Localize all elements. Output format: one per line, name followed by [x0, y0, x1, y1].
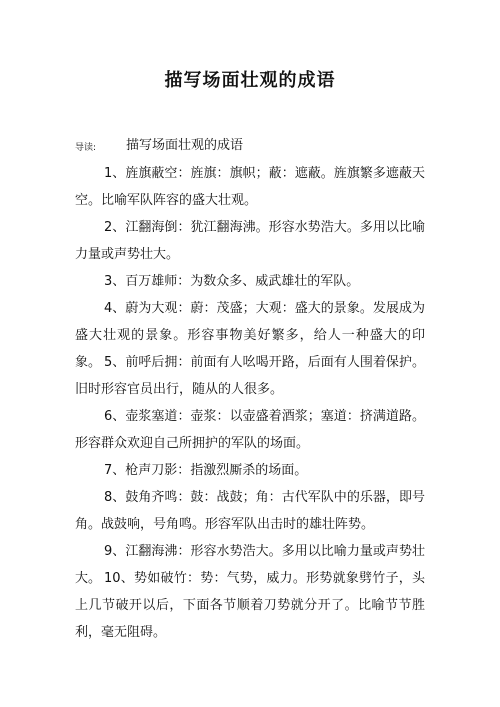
paragraph-3: 3、百万雄师：为数众多、威武雄壮的军队。 [104, 274, 360, 289]
paragraph-2: 2、江翻海倒：犹江翻海沸。形容水势浩大。多用以比喻力量或声势壮大。 [75, 220, 425, 262]
paragraph-8: 8、鼓角齐鸣：鼓：战鼓；角：古代军队中的乐器，即号角。战鼓响，号角鸣。形容军队出击时的雄壮阵势。 [75, 490, 425, 532]
paragraph-7: 7、枪声刀影：指激烈厮杀的场面。 [104, 463, 308, 478]
paragraph-1: 1、旌旗蔽空：旌旗：旗帜；蔽：遮蔽。旌旗繁多遮蔽天空。比喻军队阵容的盛大壮观。 [75, 166, 425, 208]
paragraph-9: 9、江翻海沸：形容水势浩大。多用以比喻力量或声势壮大。 [75, 544, 425, 586]
paragraph-4: 4、蔚为大观：蔚：茂盛；大观：盛大的景象。发展成为盛大壮观的景象。形容事物美好繁多，给人一种盛大的印象。 [75, 301, 425, 370]
paragraph-6: 6、壶浆塞道：壶浆：以壶盛着酒浆；塞道：挤满道路。形容群众欢迎自己所拥护的军队的场面。 [75, 409, 425, 451]
page-title: 描写场面壮观的成语 [164, 70, 336, 91]
guide-label: 导读: [75, 143, 97, 153]
paragraph-10: 10、势如破竹：势：气势，威力。形势就象劈竹子，头上几节破开以后，下面各节顺着刀势就分开了。比喻节节胜利，毫无阻碍。 [75, 571, 425, 640]
paragraph-5: 5、前呼后拥：前面有人吆喝开路，后面有人围着保护。旧时形容官员出行，随从的人很多。 [75, 355, 425, 397]
guide-text: 描写场面壮观的成语 [126, 138, 244, 153]
